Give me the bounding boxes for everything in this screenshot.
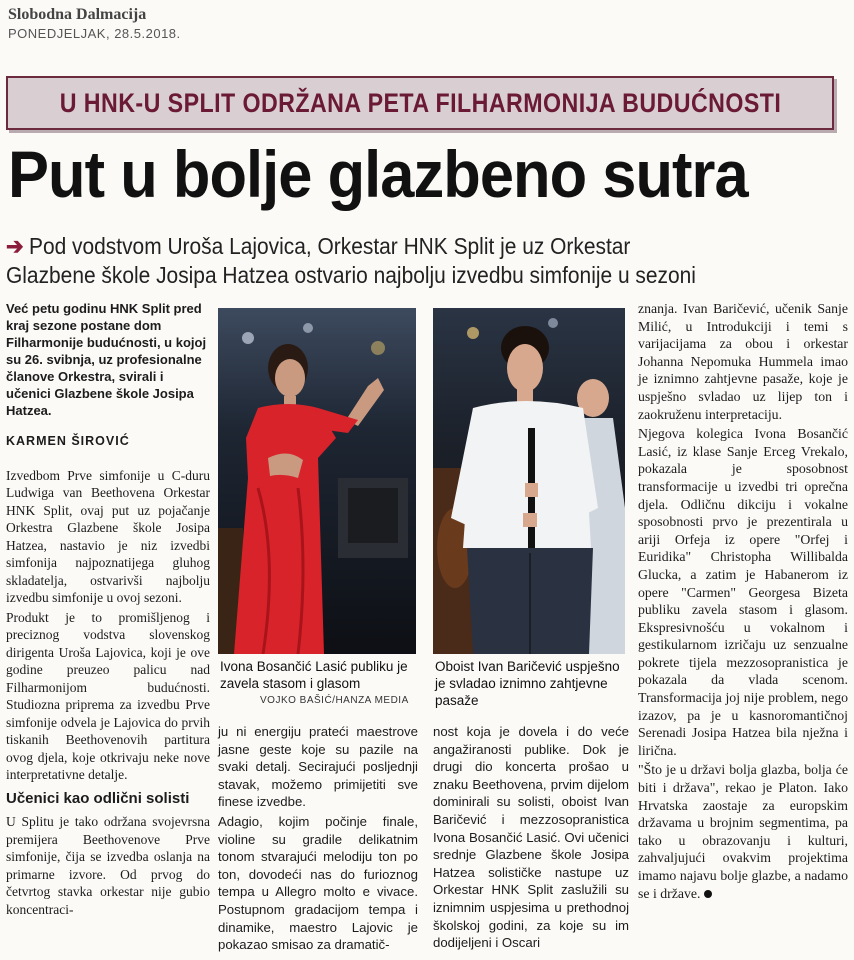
intro-paragraph: Već petu godinu HNK Split pred kraj sezone postane dom Filharmonije budućnosti, u kojoj su 26. svibnja, uz profesionalne članove Orkestra, svirali i učenici Glazbene škole Josipa Hatzea. <box>6 301 207 418</box>
column-4 <box>638 300 848 904</box>
author-byline: KARMEN ŠIROVIĆ <box>6 434 130 448</box>
body-paragraph: ju ni energiju prateći maestrove jasne geste koje su pazile na svaki detalj. Secirajući posljednji stavak, možemo primijetiti sve finese izvedbe. <box>218 724 418 810</box>
masthead <box>8 6 181 41</box>
kicker-text: U HNK-U SPLIT ODRŽANA PETA FILHARMONIJA BUDUĆNOSTI <box>59 87 781 118</box>
column-1 <box>6 300 210 920</box>
column-2 <box>218 723 418 956</box>
lead-text-1: Pod vodstvom Uroša Lajovica, Orkestar HNK Split je uz Orkestar <box>29 233 631 259</box>
end-mark-icon <box>704 890 712 898</box>
singer-photo-image <box>218 308 416 654</box>
body-paragraph: Izvedbom Prve simfonije u C-duru Ludwiga van Beethovena Orkestar HNK Split, ovaj put uz pojačanje Orkestra Glazbene škole Josipa Hatzea, nastavio je niz izvedbi simfonija najpoznatijega gluhog skladatelja, ostvarivši najbolju izvedbu simfonije u ovoj sezoni. <box>6 467 210 605</box>
oboist-photo-image <box>433 308 625 654</box>
lead-line-1 <box>6 232 772 261</box>
body-paragraph: nost koja je dovela i do veće angažiranosti publike. Dok je drugi dio koncerta prošao u znaku Beethovena, prvim dijelom dominirali su solisti, oboist Ivan Baričević i mezzosopranistica Ivona Bosančić Lasić. Ovi učenici srednje Glazbene škole Josipa Hatzea solističke nastupe uz Orkestar HNK Split zaslužili su iznimnim uspjesima u prethodnoj školskoj godini, za koje su im dodijeljeni i Oscari <box>433 724 629 951</box>
kicker-banner <box>6 76 834 130</box>
photo-credit: VOJKO BAŠIĆ/HANZA MEDIA <box>260 695 409 706</box>
body-paragraph: Produkt je to promišljenog i preciznog vodstva slovenskog dirigenta Uroša Lajovica, koji je ove godine preuzeo palicu nad Filharmonijom budućnosti. Studiozna priprema za izvedbu Prve simfonije odvela je Lajovica do prvih tiskanih Beethovenovih partitura ovog djela, koje otkrivaju neke nove interpretativne detalje. <box>6 609 210 782</box>
lead-line-2: Glazbene škole Josipa Hatzea ostvario najbolju izvedbu simfonije u sezoni <box>6 262 696 288</box>
subheading: Učenici kao odlični solisti <box>6 789 190 807</box>
headline: Put u bolje glazbeno sutra <box>8 137 748 211</box>
arrow-right-icon: ➔ <box>6 233 24 259</box>
newspaper-name: Slobodna Dalmacija <box>8 6 147 23</box>
body-paragraph: Adagio, kojim počinje finale, violine su gradile delikatnim tonom stvarajući melodiju ton po ton, dovodeći nas do furioznog tempa u Allegro molto e vivace. Postupnom gradacijom tempa i dinamike, maestro Lajovic je pokazao smisao za dramatič- <box>218 813 418 953</box>
photo-oboist <box>433 308 625 654</box>
body-paragraph: Njegova kolegica Ivona Bosančić Lasić, iz klase Sanje Erceg Vrekalo, pokazala je sposobnost transformacije u izvedbi tri oprečna djela. Odličnu dikciju i vokalne sposobnosti prvo je prezentirala u ariji Orfeja iz opere "Orfej i Euridika" Christopha Willibalda Glucka, a zatim je Habanerom iz opere "Carmen" Georgesa Bizeta publiku zavela stasom i glasom. Ekspresivnošću u vokalnom i gestikularnom izričaju uz senzualne pokrete tijela mezzosopranistica je pokazala da vlada scenom. Transformacija joj nije problem, nego izazov, pa je u kasnoromantičnoj Serenadi Josipa Hatzea bila nježna i lirična. <box>638 426 848 758</box>
column-3 <box>433 723 629 954</box>
photo-caption-1: Ivona Bosančić Lasić publiku je zavela stasom i glasom <box>220 659 408 691</box>
photo-singer <box>218 308 416 654</box>
closing-text: "Što je u državi bolja glazba, bolja će biti i država", rekao je Platon. Iako Hrvatska zaostaje za europskim državama u brojnim segmentima, pa tako u obrazovanju i kulturi, zahvaljujući ovakvim projektima imamo najavu bolje glazbe, a nadamo se i države. <box>638 762 848 901</box>
body-paragraph: U Splitu je tako održana svojevrsna premijera Beethovenove Prve simfonije, čija se izvedba oslanja na primarne izvore. Od prvog do četvrtog stavka orkestar nije gubio koncentraci- <box>6 814 210 917</box>
publication-date: PONEDJELJAK, 28.5.2018. <box>8 26 181 41</box>
photo-caption-2: Oboist Ivan Baričević uspješno je svladao iznimno zahtjevne pasaže <box>435 659 620 708</box>
body-paragraph <box>638 761 848 902</box>
lead-paragraph <box>6 232 848 290</box>
body-paragraph: znanja. Ivan Baričević, učenik Sanje Milić, u Introdukciji i temi s varijacijama za obou i orkestar Johanna Nepomuka Hummela imao je iznimno zahtjevne pasaže, koje je uspješno svladao uz lijep ton i zaokruženu interpretaciju. <box>638 301 848 422</box>
